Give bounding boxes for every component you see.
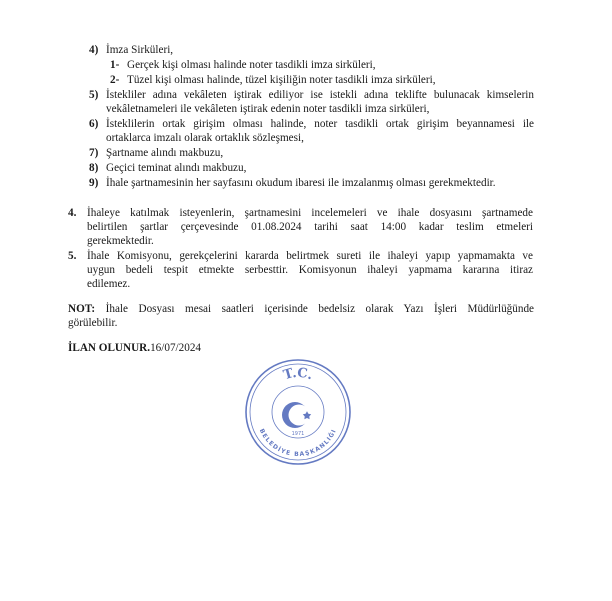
- item-number: 9): [89, 177, 99, 189]
- item-text: ortaklarca imzalı olarak ortaklık sözleşmesi,: [106, 132, 304, 144]
- item-number: 8): [89, 162, 99, 174]
- section-text: gerekmektedir.: [87, 235, 154, 247]
- section-text: uygun bedeli tespit etmekte serbesttir. Komisyonun ihaleyi yapmama kararına itiraz: [87, 264, 533, 276]
- item-number: 4): [89, 44, 99, 56]
- subitem-number: 1-: [110, 59, 120, 71]
- section-number: 5.: [68, 250, 77, 262]
- section-text: İhaleye katılmak isteyenlerin, şartnamesini incelemeleri ve ihale dosyasını şartnamede: [87, 207, 533, 219]
- announcement-label: İLAN OLUNUR.: [68, 342, 151, 354]
- item-text: İmza Sirküleri,: [106, 44, 174, 56]
- announcement: [68, 341, 201, 355]
- seal-year: 1971: [291, 431, 305, 437]
- crescent-star-icon: [282, 402, 311, 428]
- note-text: İhale Dosyası mesai saatleri içerisinde bedelsiz olarak Yazı İşleri Müdürlüğünde: [105, 303, 535, 315]
- seal-top-text: T.C.: [281, 365, 315, 384]
- item-text: İhale şartnamesinin her sayfasını okudum ibaresi ile imzalanmış olması gerekmektedir.: [106, 177, 496, 189]
- item-text: Şartname alındı makbuzu,: [106, 147, 224, 159]
- official-seal-stamp: [243, 357, 353, 467]
- seal-bottom-text: BELEDİYE BAŞKANLIĞI: [257, 427, 339, 459]
- item-text: Geçici teminat alındı makbuzu,: [106, 162, 247, 174]
- item-text: İsteklilerin ortak girişim olması halinde, noter tasdikli ortak girişim beyannamesi ile: [106, 118, 534, 130]
- section-number: 4.: [68, 207, 77, 219]
- section-text: edilemez.: [87, 278, 131, 290]
- subitem-number: 2-: [110, 74, 120, 86]
- subitem-text: Tüzel kişi olması halinde, tüzel kişiliğin noter tasdikli imza sirküleri,: [127, 74, 436, 86]
- note-line: [68, 302, 534, 316]
- svg-text:T.C.: [282, 366, 315, 384]
- item-number: 6): [89, 118, 99, 130]
- section-text: İhale Komisyonu, gerekçelerini kararda belirtmek sureti ile ihaleyi yapıp yapmamakta ve: [87, 250, 533, 262]
- section-text: belirtilen şartlar çerçevesinde 01.08.2024 tarihi saat 14:00 kadar teslim etmeleri: [87, 221, 533, 233]
- note-label: NOT:: [68, 303, 96, 315]
- announcement-date: 16/07/2024: [150, 342, 202, 354]
- item-text: vekâletnameleri ile vekâleten iştirak edenin noter tasdikli imza sirküleri,: [106, 103, 430, 115]
- item-text: İstekliler adına vekâleten iştirak ediliyor ise istekli adına teklifte bulunacak kimselerin: [106, 89, 534, 101]
- item-number: 7): [89, 147, 99, 159]
- item-number: 5): [89, 89, 99, 101]
- subitem-text: Gerçek kişi olması halinde noter tasdikli imza sirküleri,: [127, 59, 376, 71]
- note-text: görülebilir.: [68, 317, 118, 329]
